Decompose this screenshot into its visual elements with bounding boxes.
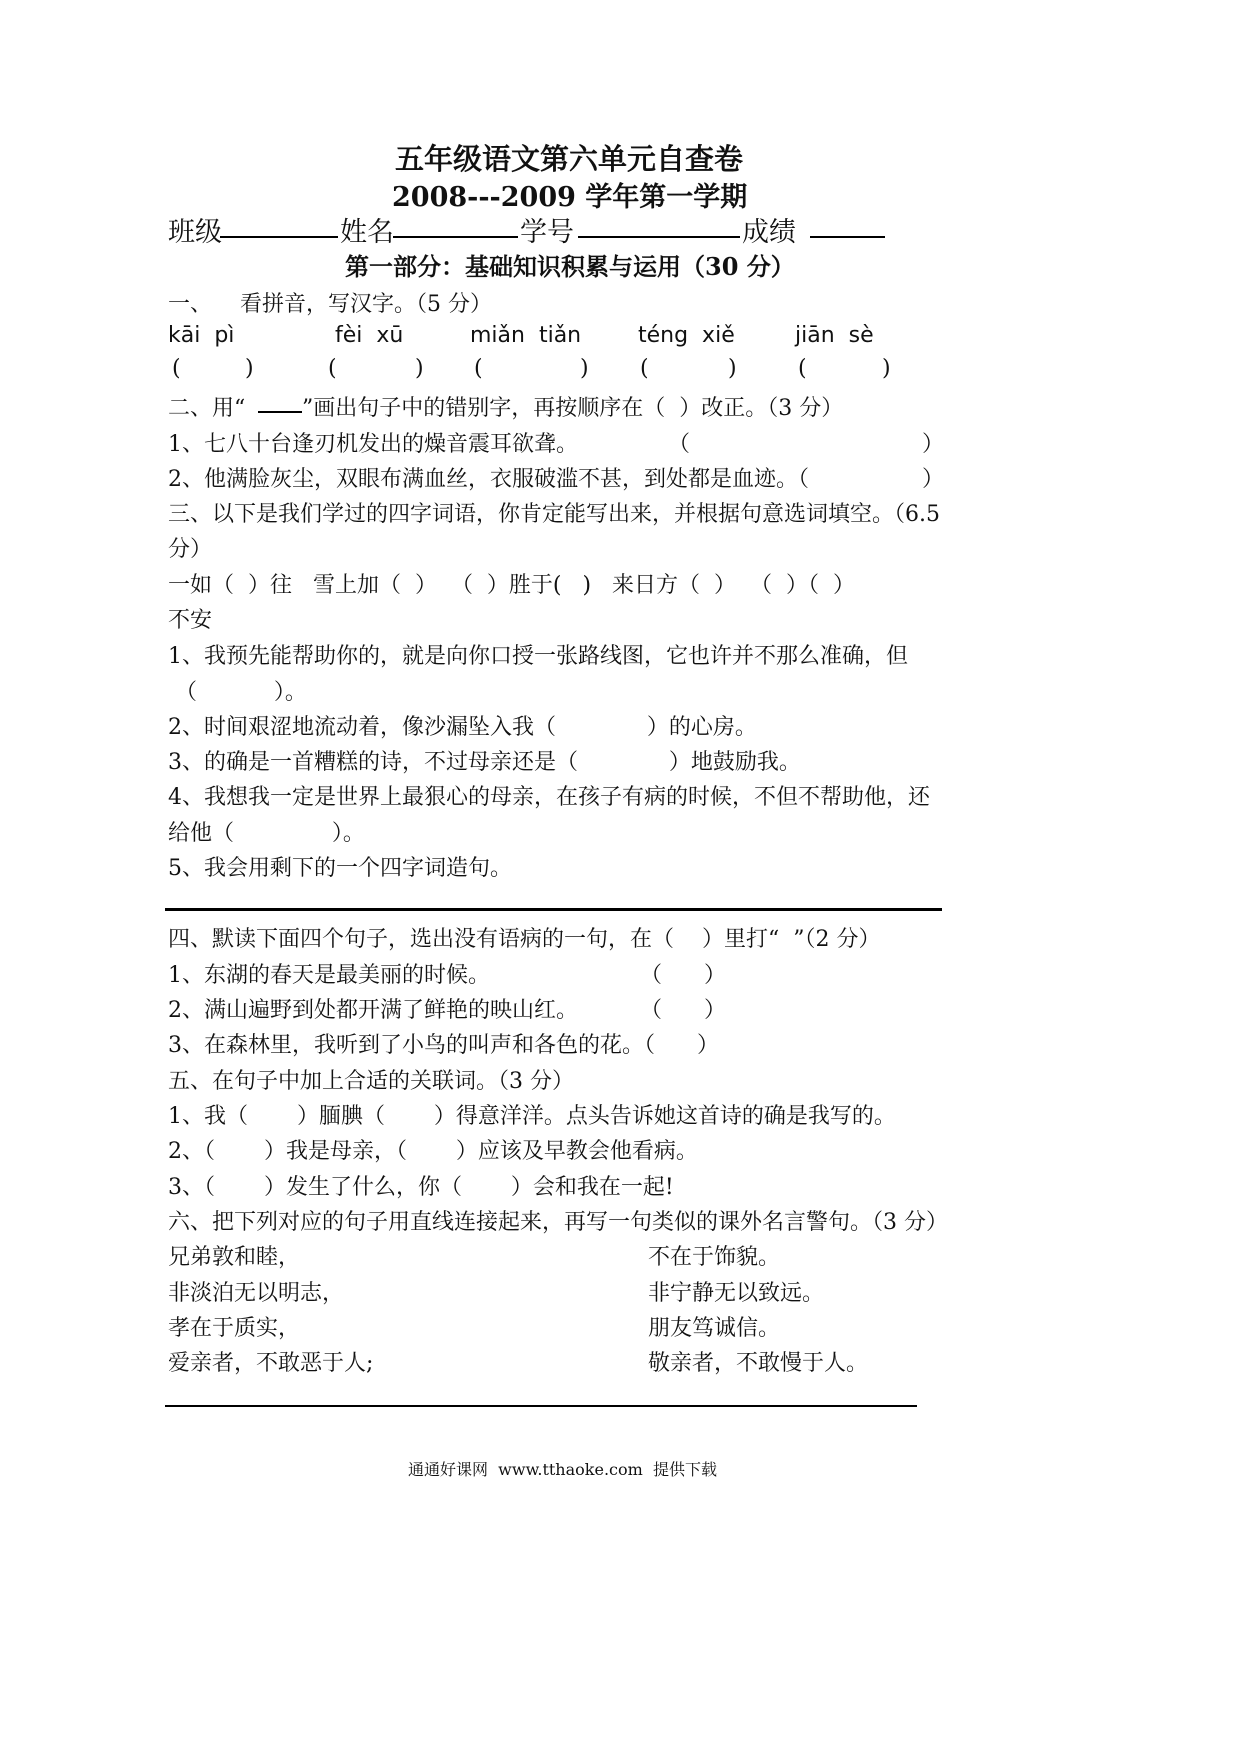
q6-right-item: 非宁静无以致远。 xyxy=(648,1281,825,1306)
section-divider xyxy=(165,908,942,911)
q5-sentence-1: 1、我（ ）腼腆（ ）得意洋洋。点头告诉她这首诗的确是我写的。 xyxy=(168,1104,896,1129)
q2-paren-open: （ xyxy=(668,432,691,457)
q6-left-item: 兄弟敦和睦， xyxy=(168,1245,301,1270)
answer-paren-close: ) xyxy=(882,356,891,381)
field-id-blank[interactable] xyxy=(578,236,740,238)
q3-sentence-2: 2、时间艰涩地流动着，像沙漏坠入我（ ）的心房。 xyxy=(168,715,757,740)
q6-right-item: 敬亲者，不敢慢于人。 xyxy=(648,1351,869,1376)
q2-heading-start: 二、用“ xyxy=(168,396,246,421)
answer-paren-open: ( xyxy=(474,356,483,381)
q4-paren: （ ） xyxy=(640,998,726,1023)
q6-left-item: 非淡泊无以明志， xyxy=(168,1281,345,1306)
q3-heading: 三、以下是我们学过的四字词语，你肯定能写出来，并根据句意选词填空。（6.5 xyxy=(168,502,940,527)
q3-words: 一如（ ）往 雪上加（ ） （ ）胜于( ) 来日方（ ） （ ）（ ） xyxy=(168,573,855,598)
q1-heading: 一、 看拼音，写汉字。（5 分） xyxy=(168,292,492,317)
q2-sentence-1: 1、七八十台逢刃机发出的燥音震耳欲聋。 xyxy=(168,432,578,457)
exam-subtitle: 2008---2009 学年第一学期 xyxy=(392,182,748,213)
field-name-label: 姓名 xyxy=(340,217,394,248)
answer-paren-open: ( xyxy=(798,356,807,381)
q6-right-item: 朋友笃诚信。 xyxy=(648,1316,781,1341)
answer-paren-close: ) xyxy=(580,356,589,381)
field-score-blank[interactable] xyxy=(810,236,885,238)
field-class-blank[interactable] xyxy=(220,236,338,238)
q2-paren-close: ） xyxy=(922,467,945,492)
q2-heading-end: ”画出句子中的错别字，再按顺序在（ ）改正。（3 分） xyxy=(302,396,844,421)
q6-left-item: 孝在于质实， xyxy=(168,1316,301,1341)
answer-paren-close: ) xyxy=(728,356,737,381)
q3-sentence-5: 5、我会用剩下的一个四字词造句。 xyxy=(168,856,512,881)
field-class-label: 班级 xyxy=(168,217,222,248)
pinyin-2: fèi xū xyxy=(335,323,404,348)
q3-sentence-1: 1、我预先能帮助你的，就是向你口授一张路线图，它也许并不那么准确，但 xyxy=(168,644,908,669)
q5-sentence-2: 2、（ ）我是母亲，（ ）应该及早教会他看病。 xyxy=(168,1139,698,1164)
part-one-heading: 第一部分：基础知识积累与运用（30 分） xyxy=(345,252,795,281)
exam-title: 五年级语文第六单元自查卷 xyxy=(395,142,744,176)
q3-sentence-1-cont: （ ）。 xyxy=(175,680,307,705)
footer-credit: 通通好课网 www.tthaoke.com 提供下载 xyxy=(408,1460,717,1479)
q4-sentence-2: 2、满山遍野到处都开满了鲜艳的映山红。 xyxy=(168,998,578,1023)
q3-sentence-3: 3、的确是一首糟糕的诗，不过母亲还是（ ）地鼓励我。 xyxy=(168,750,801,775)
q6-left-item: 爱亲者，不敢恶于人; xyxy=(168,1351,374,1376)
field-score-label: 成绩 xyxy=(742,217,796,248)
q2-paren-close: ） xyxy=(922,432,945,457)
q3-sentence-4: 4、我想我一定是世界上最狠心的母亲，在孩子有病的时候，不但不帮助他，还 xyxy=(168,785,930,810)
underline-sample xyxy=(258,411,302,413)
q3-heading-cont: 分） xyxy=(168,537,213,562)
pinyin-5: jiān sè xyxy=(795,323,874,348)
answer-line[interactable] xyxy=(165,1405,917,1407)
q6-heading: 六、把下列对应的句子用直线连接起来，再写一句类似的课外名言警句。（3 分） xyxy=(168,1210,948,1235)
field-id-label: 学号 xyxy=(520,217,574,248)
field-name-blank[interactable] xyxy=(393,236,518,238)
q3-sentence-4-cont: 给他（ ）。 xyxy=(168,821,365,846)
q4-heading: 四、默读下面四个句子，选出没有语病的一句，在（ ）里打“ ”（2 分） xyxy=(168,927,881,952)
q4-sentence-1: 1、东湖的春天是最美丽的时候。 xyxy=(168,963,490,988)
pinyin-1: kāi pì xyxy=(168,323,235,348)
answer-paren-open: ( xyxy=(328,356,337,381)
q4-paren: （ ） xyxy=(640,963,726,988)
answer-paren-close: ) xyxy=(415,356,424,381)
q3-words-cont: 不安 xyxy=(168,608,213,633)
q5-sentence-3: 3、（ ）发生了什么，你（ ）会和我在一起! xyxy=(168,1175,674,1200)
q6-right-item: 不在于饰貌。 xyxy=(648,1245,781,1270)
pinyin-4: téng xiě xyxy=(638,323,735,348)
q4-sentence-3: 3、在森林里，我听到了小鸟的叫声和各色的花。（ ） xyxy=(168,1033,719,1058)
answer-paren-open: ( xyxy=(172,356,181,381)
q2-sentence-2: 2、他满脸灰尘，双眼布满血丝，衣服破滥不甚，到处都是血迹。（ xyxy=(168,467,809,492)
pinyin-3: miǎn tiǎn xyxy=(470,323,582,348)
answer-paren-close: ) xyxy=(245,356,254,381)
q5-heading: 五、在句子中加上合适的关联词。（3 分） xyxy=(168,1069,574,1094)
answer-paren-open: ( xyxy=(640,356,649,381)
